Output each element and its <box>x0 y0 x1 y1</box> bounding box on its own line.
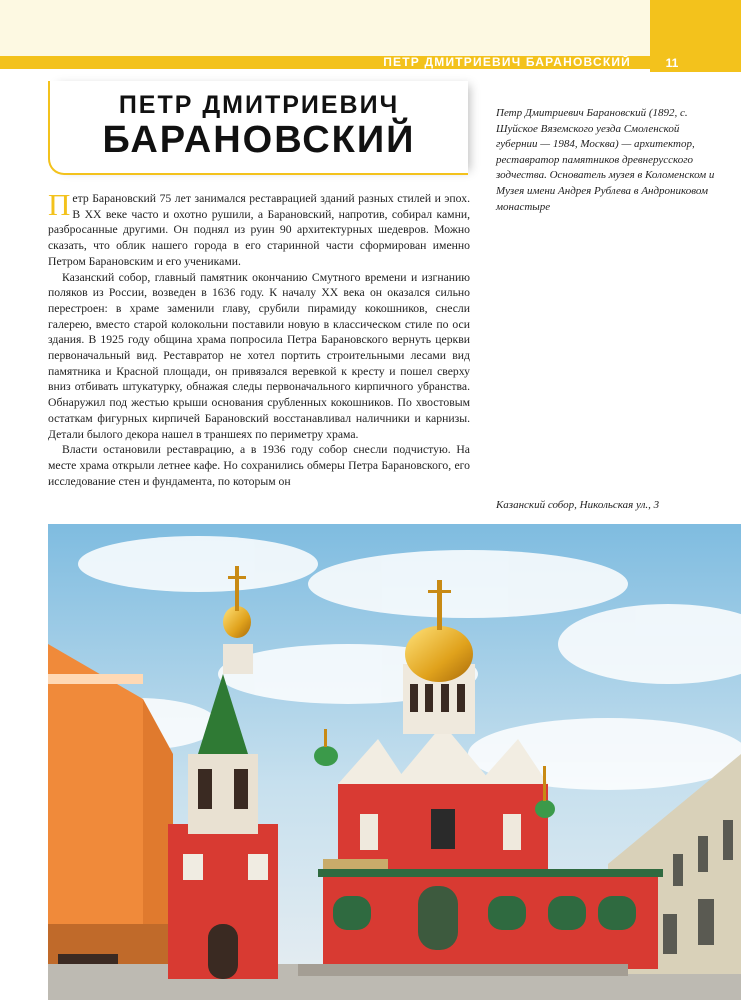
cathedral-photo <box>48 524 741 1000</box>
running-title: ПЕТР ДМИТРИЕВИЧ БАРАНОВСКИЙ <box>383 55 631 69</box>
header-band <box>0 0 741 56</box>
bio-note: Петр Дмитриевич Барановский (1892, с. Шуйское Вяземского уезда Смоленской губернии — 1984, Москва) — архитектор, реставратор памятников древнерусского зодчества. Основатель музея в Коломенском и Музея имени Андрея Рублева в Андрониковом монастыре <box>496 107 715 213</box>
photo-caption: Казанский собор, Никольская ул., 3 <box>496 499 660 511</box>
paragraph-3: Власти остановили реставрацию, а в 1936 году собор снесли подчистую. На месте храма открыли летнее кафе. Но сохранились обмеры Петра Барановского, его исследование стен и фундамента, по которым он <box>48 443 470 488</box>
title-line-1: ПЕТР ДМИТРИЕВИЧ <box>118 91 400 119</box>
title-box <box>48 81 468 175</box>
steps <box>298 964 628 976</box>
page-number: 11 <box>665 56 679 70</box>
article-body <box>48 187 470 489</box>
drop-cap: П <box>48 187 71 222</box>
paragraph-2: Казанский собор, главный памятник окончанию Смутного времени и изгнанию поляков из России, возведен в 1636 году. К началу XX века он оказался сильно перестроен: в храме заменили главу, срубили пирамиду кокошников, снесли галерею, вместо старой колокольни поставили новую в классическом стиле по оси здания. В 1925 году община храма попросила Петра Барановского вернуть церкви первоначальный вид. Реставратор не хотел портить строительными лесами вид памятника и Красной площади, он привязался веревкой к кресту и пошел сверху вниз отбивать штукатурку, обнажая следы первоначального кирпичного убранства. Обнаружил под жестью крыши основания срубленных кокошников. По хвостовым остаткам фигурных кирпичей Барановский восстанавливал наличники и карнизы. Детали былого декора нашел в траншеях по периметру храма. <box>48 270 470 441</box>
paragraph-1-text: етр Барановский 75 лет занимался реставрацией зданий разных стилей и эпох. В XX веке часто и охотно рушили, а Барановский, напротив, собирал камни, разбросанные другими. Он поднял из руин 90 архитектурных шедевров. Можно сказать, что облик нашего города в его старинной части сформирован именно Петром Барановским и его учениками. <box>48 192 470 268</box>
paragraph-1 <box>48 187 470 270</box>
title-line-2: БАРАНОВСКИЙ <box>102 119 416 161</box>
